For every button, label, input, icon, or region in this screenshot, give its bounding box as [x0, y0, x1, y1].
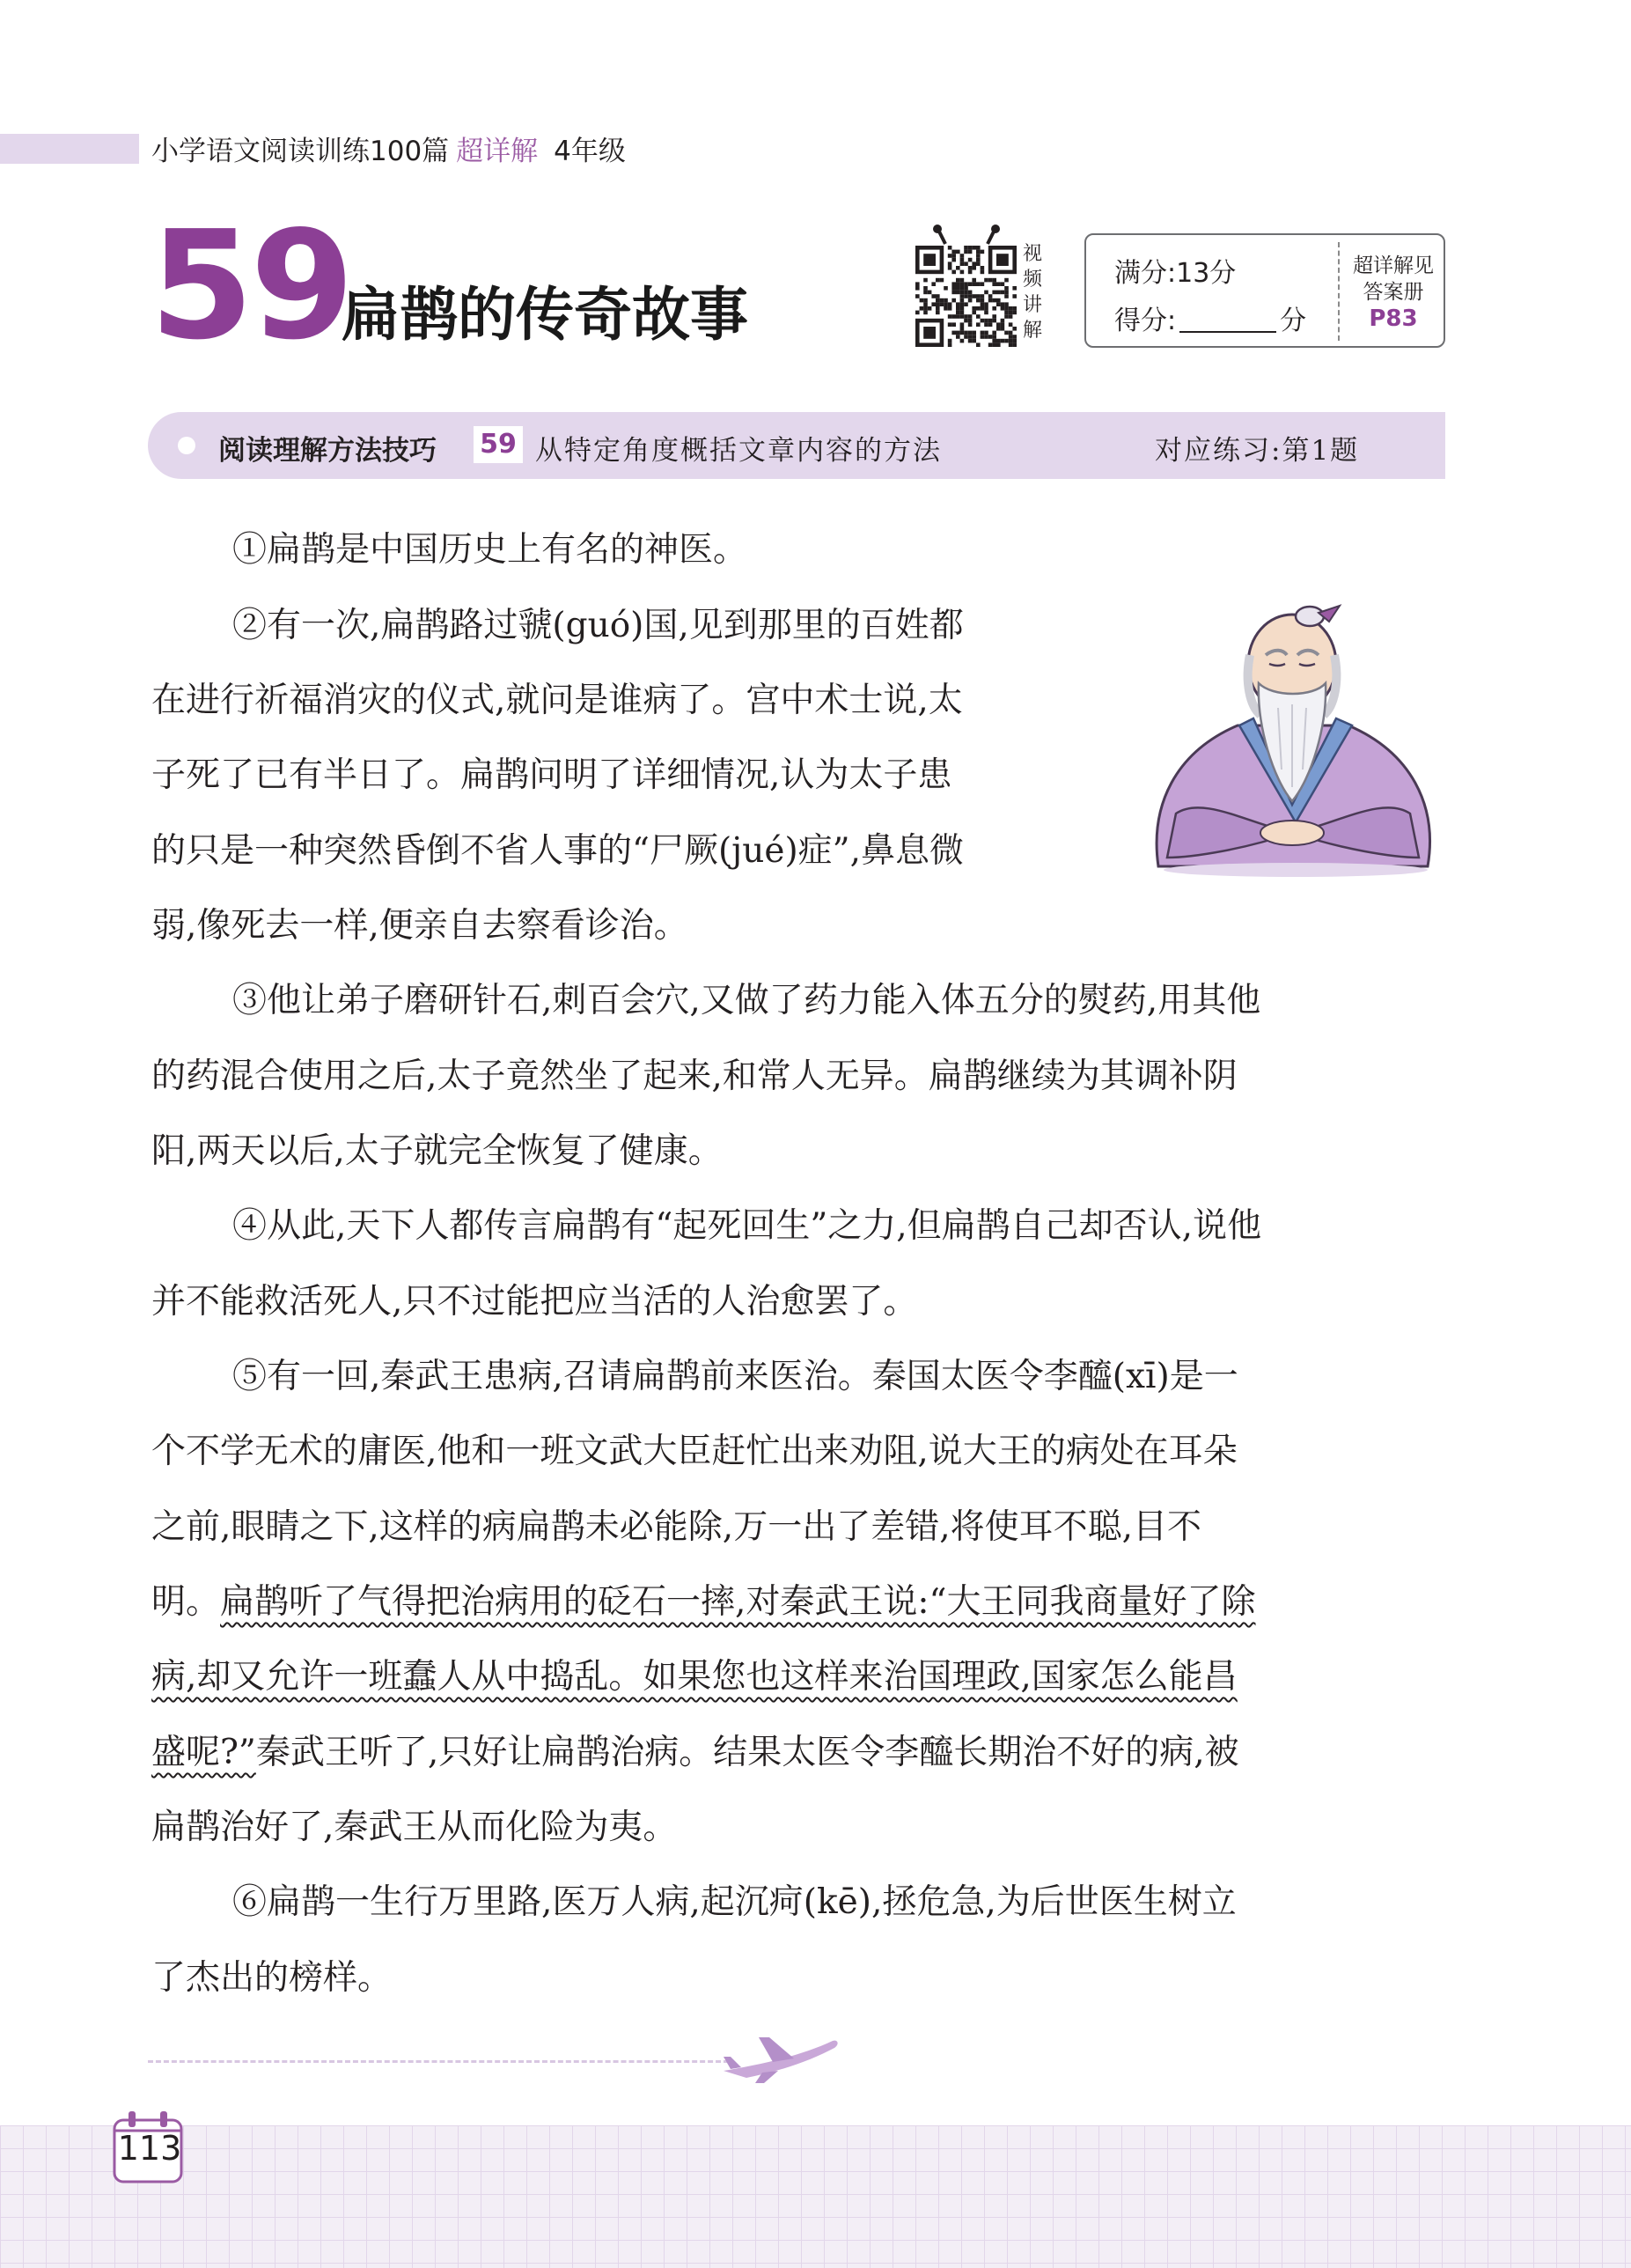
underlined-sentence: 盛呢?” — [151, 1733, 256, 1772]
qr-label — [1023, 241, 1049, 343]
article-line: 扁鹊治好了,秦武王从而化险为夷。 — [151, 1808, 678, 1847]
sage-illustration — [1141, 602, 1445, 879]
qr-code[interactable] — [915, 225, 1018, 351]
page-number: 113 — [117, 2129, 182, 2168]
qr-code-icon — [915, 225, 1018, 348]
article-line: ⑤有一回,秦武王患病,召请扁鹊前来医治。秦国太医令李醯(xī)是一 — [232, 1357, 1238, 1396]
qr-label-char: 频 — [1023, 269, 1043, 291]
score-box — [1084, 233, 1445, 348]
full-score: 满分:13分 — [1114, 258, 1237, 289]
score-field — [1114, 298, 1306, 337]
answer-line-2: 答案册 — [1363, 281, 1424, 304]
lesson-number: 59 — [150, 199, 351, 373]
article-line: 的药混合使用之后,太子竟然坐了起来,和常人无异。扁鹊继续为其调补阴 — [151, 1057, 1238, 1096]
score-label: 得分: — [1114, 306, 1177, 336]
method-description: 从特定角度概括文章内容的方法 — [535, 435, 942, 467]
article-line — [151, 1733, 1239, 1773]
article-line: ①扁鹊是中国历史上有名的神医。 — [232, 530, 748, 570]
score-blank[interactable] — [1179, 308, 1276, 333]
method-label: 阅读理解方法技巧 — [218, 435, 437, 467]
article-line: 个不学无术的庸医,他和一班文武大臣赶忙出来劝阻,说大王的病处在耳朵 — [151, 1432, 1238, 1471]
article-line: 的只是一种突然昏倒不省人事的“尸厥(jué)症”,鼻息微 — [151, 831, 964, 871]
article-line: ③他让弟子磨研针石,刺百会穴,又做了药力能入体五分的熨药,用其他 — [232, 981, 1261, 1020]
book-grade: 4年级 — [554, 136, 626, 167]
article-line: ⑥扁鹊一生行万里路,医万人病,起沉疴(kē),拯危急,为后世医生树立 — [232, 1882, 1237, 1922]
answer-line-1: 超详解见 — [1353, 254, 1434, 277]
article-line: 了杰出的榜样。 — [151, 1958, 393, 1998]
airplane-icon — [720, 2032, 840, 2085]
article-line: 之前,眼睛之下,这样的病扁鹊未必能除,万一出了差错,将使耳不聪,目不 — [151, 1507, 1201, 1547]
bullet-icon — [178, 437, 195, 454]
article-line: ④从此,天下人都传言扁鹊有“起死回生”之力,但扁鹊自己却否认,说他 — [232, 1206, 1262, 1246]
method-banner — [148, 412, 1445, 479]
article-line: 阳,两天以后,太子就完全恢复了健康。 — [151, 1131, 723, 1171]
qr-label-char: 讲 — [1023, 294, 1043, 316]
article-text: 秦武王听了,只好让扁鹊治病。结果太医令李醯长期治不好的病,被 — [255, 1733, 1239, 1772]
book-accent: 超详解 — [456, 136, 539, 167]
method-practice: 对应练习:第1题 — [1155, 435, 1360, 467]
article-line: 并不能救活死人,只不过能把应当活的人治愈罢了。 — [151, 1282, 918, 1322]
article-line: ②有一次,扁鹊路过虢(guó)国,见到那里的百姓都 — [232, 606, 964, 645]
method-number: 59 — [474, 426, 523, 463]
qr-label-char: 视 — [1023, 243, 1043, 265]
footer-grid — [0, 2125, 1631, 2268]
answer-page: P83 — [1369, 306, 1418, 332]
article-line: 在进行祈福消灾的仪式,就问是谁病了。宫中术士说,太 — [151, 681, 963, 720]
underlined-sentence: 病,却又允许一班蠢人从中捣乱。如果您也这样来治国理政,国家怎么能昌 — [151, 1657, 1238, 1697]
article-line — [151, 1657, 1238, 1697]
article-line: 子死了已有半日了。扁鹊问明了详细情况,认为太子患 — [151, 755, 952, 795]
qr-label-char: 解 — [1023, 320, 1043, 342]
lesson-title: 扁鹊的传奇故事 — [342, 281, 748, 349]
book-title: 小学语文阅读训练100篇 — [151, 136, 450, 167]
score-unit: 分 — [1280, 306, 1307, 336]
running-header — [151, 129, 626, 168]
score-divider — [1338, 242, 1340, 341]
footer-divider — [148, 2060, 729, 2063]
header-accent-bar — [0, 134, 139, 164]
answer-reference — [1343, 253, 1444, 332]
article-line — [151, 1582, 1256, 1623]
underlined-sentence: 扁鹊听了气得把治病用的砭石一摔,对秦武王说:“大王同我商量好了除 — [220, 1582, 1256, 1622]
article-line: 弱,像死去一样,便亲自去察看诊治。 — [151, 906, 688, 946]
article-text: 明。 — [151, 1582, 221, 1622]
